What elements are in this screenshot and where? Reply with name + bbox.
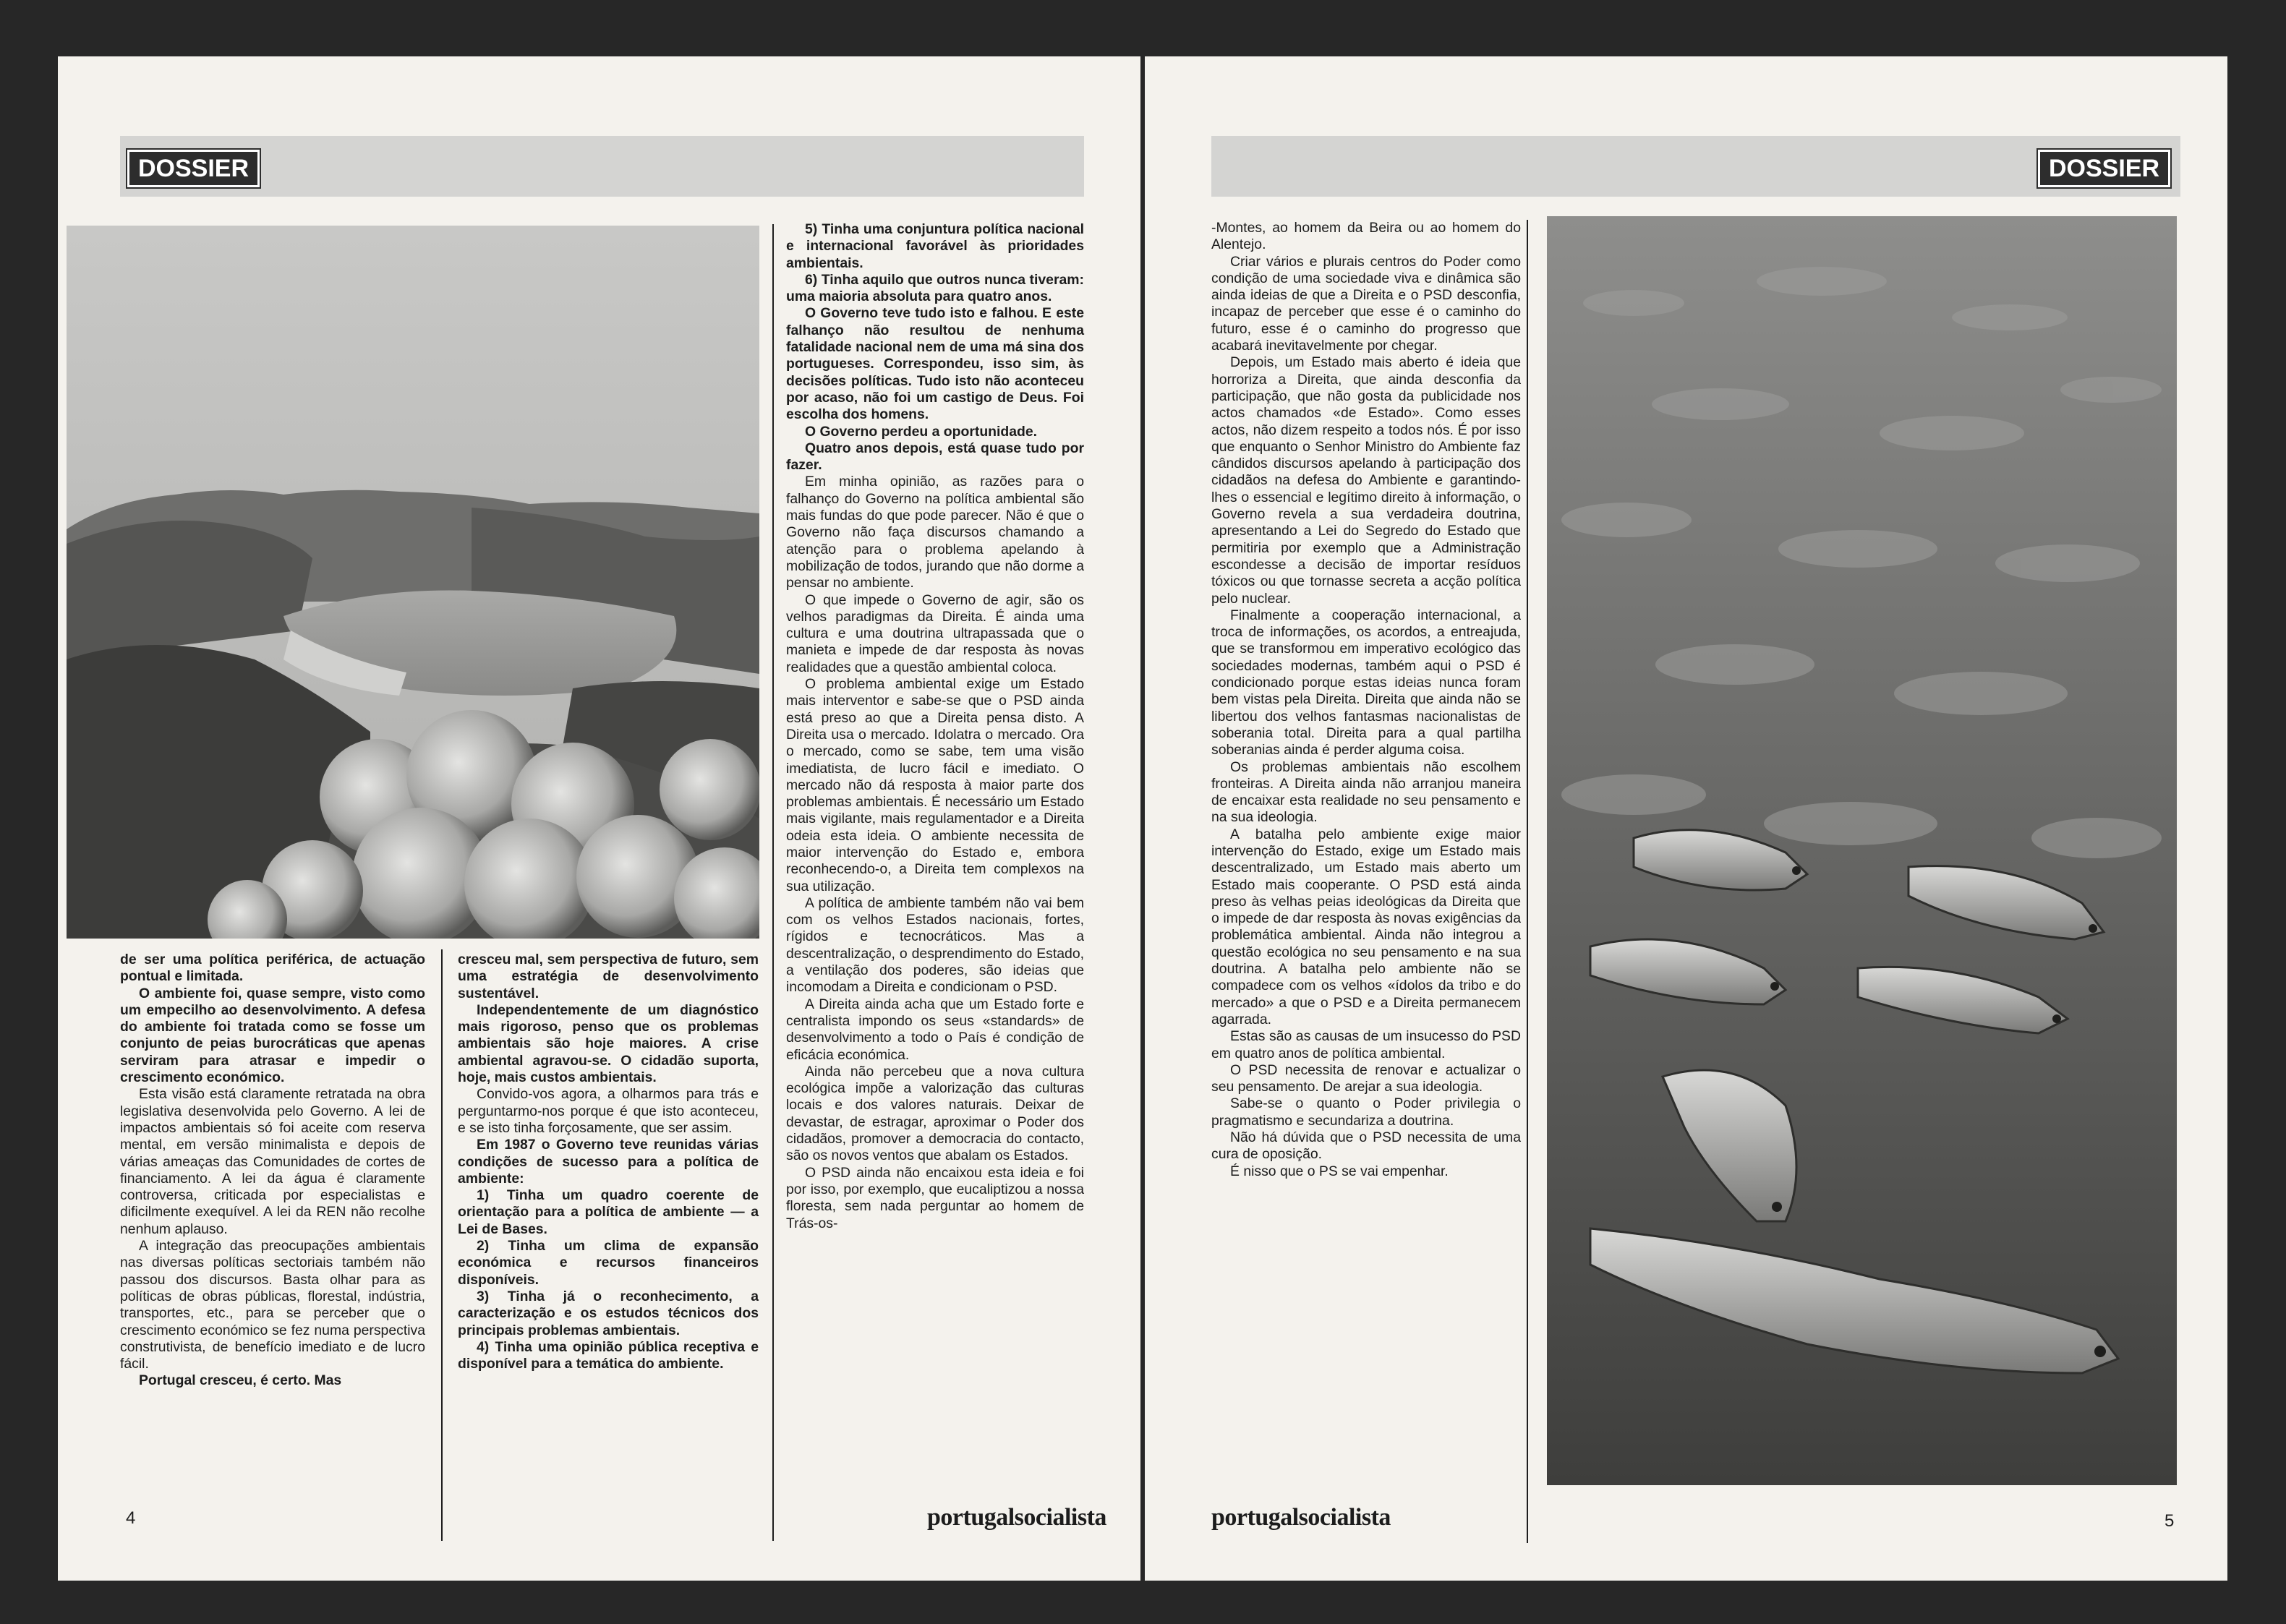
left-page bbox=[58, 56, 1140, 1581]
paragraph: Os problemas ambientais não escolhem fronteiras. A Direita ainda não arranjou maneira de encaixar esta realidade no seu pensamento e na sua ideologia. bbox=[1211, 758, 1521, 826]
paragraph: O PSD necessita de renovar e actualizar o seu pensamento. De arejar a sua ideologia. bbox=[1211, 1061, 1521, 1095]
dossier-tag: DOSSIER bbox=[127, 150, 260, 187]
dead-fish-dry-lakebed-photo bbox=[1547, 216, 2177, 1485]
publication-brand: portugalsocialista bbox=[927, 1504, 1106, 1531]
paragraph: A integração das preocupações ambientais nas diversas políticas sectoriais também não passou dos discursos. Basta olhar para as políticas de obras públicas, florestal, indústria, transportes, etc., para se perceber que o crescimento económico se fez numa perspectiva construtivista, de benefício imediato e de lucro fácil. bbox=[120, 1238, 425, 1372]
column-2 bbox=[458, 952, 759, 1372]
paragraph: Criar vários e plurais centros do Poder como condição de uma sociedade viva e dinâmica são ainda ideias de que a Direita e o PSD desconfia, incapaz de perceber que esse é o caminho do futuro, esse é o caminho do progresso que acabará inevitavelmente por chegar. bbox=[1211, 253, 1521, 354]
paragraph: A Direita ainda acha que um Estado forte e centralista impondo os seus «standards» de desenvolvimento a todo o País é condição de eficácia económica. bbox=[786, 996, 1084, 1063]
paragraph: Convido-vos agora, a olharmos para trás e perguntarmo-nos porque é que isto aconteceu, e se isto tinha forçosamente, que ser assim. bbox=[458, 1086, 759, 1136]
paragraph: cresceu mal, sem perspectiva de futuro, sem uma estratégia de desenvolvimento sustentável. bbox=[458, 952, 759, 1001]
column-rule bbox=[772, 224, 774, 1541]
paragraph: 1) Tinha um quadro coerente de orientação para a política de ambiente — a Lei de Bases. bbox=[458, 1187, 759, 1237]
header-band bbox=[120, 136, 1084, 197]
lagoon-landscape-photo bbox=[67, 226, 759, 939]
paragraph: O PSD ainda não encaixou esta ideia e foi por isso, por exemplo, que eucaliptizou a nossa floresta, sem nada perguntar ao homem de Trás-os- bbox=[786, 1164, 1084, 1231]
page-number: 4 bbox=[126, 1508, 136, 1528]
paragraph: -Montes, ao homem da Beira ou ao homem do Alentejo. bbox=[1211, 220, 1521, 253]
paragraph: Quatro anos depois, está quase tudo por fazer. bbox=[786, 440, 1084, 474]
paragraph: O Governo perdeu a oportunidade. bbox=[805, 423, 1038, 440]
paragraph: Finalmente a cooperação internacional, a troca de informações, os acordos, a entreajuda, que se transformou em imperativo ecológico das sociedades modernas, também aqui o PSD é condicionado porque estas ideias nunca foram bem vistas pela Direita. Direita que ainda não se libertou dos velhos fantasmas nacionalistas de soberania total. Direita para a qual partilha soberanias ainda é perder alguma coisa. bbox=[1211, 607, 1521, 758]
paragraph: Sabe-se o quanto o Poder privilegia o pragmatismo e secundariza a doutrina. bbox=[1211, 1095, 1521, 1129]
paragraph: 4) Tinha uma opinião pública receptiva e disponível para a temática do ambiente. bbox=[458, 1338, 759, 1372]
paragraph: 5) Tinha uma conjuntura política nacional e internacional favorável às prioridades ambientais. bbox=[786, 221, 1084, 271]
right-page bbox=[1145, 56, 2227, 1581]
paragraph: Depois, um Estado mais aberto é ideia que horroriza a Direita, que ainda desconfia da participação, que não gosta da publicidade nos actos chamados «de Estado». Como esses actos, não dizem respeito a todos nós. É por isso que enquanto o Senhor Ministro do Ambiente faz cândidos discursos apelando à participação dos cidadãos na defesa do Ambiente e garantindo-lhes o essencial e legítimo direito à informação, o Governo revela a sua verdadeira doutrina, apresentando a Lei do Segredo do Estado que permitiria por exemplo que a Administração escondesse a decisão de importar resíduos tóxicos ou que tornasse secreta a acção política pelo nuclear. bbox=[1211, 354, 1521, 607]
paragraph: 2) Tinha um clima de expansão económica e recursos financeiros disponíveis. bbox=[458, 1238, 759, 1288]
paragraph: Esta visão está claramente retratada na obra legislativa desenvolvida pelo Governo. A lei de impactos ambientais só foi aceite com reserva mental, em versão minimalista e depois de várias ameaças das Comunidades de cortes de financiamento. A lei da água é claramente controversa, criticada por especialistas e dificilmente exequível. A lei da REN não recolhe nenhum aplauso. bbox=[120, 1086, 425, 1237]
paragraph: Portugal cresceu, é certo. Mas bbox=[139, 1372, 342, 1389]
column-1 bbox=[120, 952, 425, 1390]
paragraph: Não há dúvida que o PSD necessita de uma cura de oposição. bbox=[1211, 1129, 1521, 1163]
paragraph: de ser uma política periférica, de actuação pontual e limitada. bbox=[120, 952, 425, 985]
column-rule bbox=[441, 949, 443, 1541]
paragraph: 6) Tinha aquilo que outros nunca tiveram: uma maioria absoluta para quatro anos. bbox=[786, 271, 1084, 305]
paragraph: A batalha pelo ambiente exige maior intervenção do Estado, exige um Estado mais descentralizado, um Estado mais aberto um Estado mais cooperante. O PSD está ainda preso às velhas peias ideológicas da Direita que o impede de dar resposta às novas exigências da problemática ambiental. Ainda não integrou a questão ecológica no seu pensamento e na sua doutrina. A batalha pelo ambiente não se compadece com os velhos «ídolos da tribo e do mercado» a que o PSD e a Direita permanecem agarrada. bbox=[1211, 826, 1521, 1027]
paragraph: 3) Tinha já o reconhecimento, a caracterização e os estudos técnicos dos principais problemas ambientais. bbox=[458, 1288, 759, 1338]
paragraph: Ainda não percebeu que a nova cultura ecológica impõe a valorização das culturas locais e dos valores naturais. Deixar de devastar, de estragar, aproximar o Poder dos cidadãos, promover a democracia do contacto, são os novos ventos que abalam os Estados. bbox=[786, 1063, 1084, 1164]
column-4 bbox=[1211, 220, 1521, 1180]
paragraph: A política de ambiente também não vai bem com os velhos Estados nacionais, fortes, rígidos e tecnocráticos. Mas a descentralização, o desprendimento do Estado, a ventilação dos poderes, são ideias que incomodam a Direita e condicionam o PSD. bbox=[786, 894, 1084, 996]
paragraph: O ambiente foi, quase sempre, visto como um empecilho ao desenvolvimento. A defesa do ambiente foi tratada como se fosse um conjunto de peias burocráticas que apenas serviram para atrasar e impedir o crescimento económico. bbox=[120, 985, 425, 1086]
paragraph: Estas são as causas de um insucesso do PSD em quatro anos de política ambiental. bbox=[1211, 1028, 1521, 1061]
column-3 bbox=[786, 221, 1084, 1232]
publication-brand: portugalsocialista bbox=[1211, 1504, 1391, 1531]
header-band bbox=[1211, 136, 2180, 197]
dossier-tag: DOSSIER bbox=[2038, 150, 2170, 187]
paragraph: Em 1987 o Governo teve reunidas várias condições de sucesso para a política de ambiente: bbox=[458, 1137, 759, 1187]
paragraph: É nisso que o PS se vai empenhar. bbox=[1230, 1163, 1449, 1179]
paragraph: O problema ambiental exige um Estado mais interventor e sabe-se que o PSD ainda está preso ao que a Direita pensa disto. A Direita usa o mercado. Idolatra o mercado. Ora o mercado, como se sabe, tem uma visão imediatista, de lucro fácil e imediato. O mercado não dá resposta à maior parte dos problemas ambientais. É necessário um Estado mais vigilante, mais regulamentador e a Direita odeia esta ideia. O ambiente necessita de maior intervenção do Estado e, embora reconhecendo-o, a Direita tem complexos na sua utilização. bbox=[786, 676, 1084, 894]
paragraph: O que impede o Governo de agir, são os velhos paradigmas da Direita. É ainda uma cultura e uma doutrina ultrapassada que o manieta e impede de dar resposta às novas realidades que a questão ambiental coloca. bbox=[786, 591, 1084, 675]
paragraph: Em minha opinião, as razões para o falhanço do Governo na política ambiental são mais fundas do que pode parecer. Não é que o Governo não faça discursos chamando a atenção para o problema apelando à mobilização de todos, jurando que não dorme a pensar no ambiente. bbox=[786, 474, 1084, 591]
column-rule bbox=[1527, 220, 1528, 1543]
page-number: 5 bbox=[2165, 1511, 2175, 1531]
paragraph: O Governo teve tudo isto e falhou. E este falhanço não resultou de nenhuma fatalidade nacional nem de uma má sina dos portugueses. Correspondeu, isso sim, às decisões políticas. Tudo isto não aconteceu por acaso, não foi um castigo de Deus. Foi escolha dos homens. bbox=[786, 305, 1084, 423]
paragraph: Independentemente de um diagnóstico mais rigoroso, penso que os problemas ambientais são hoje maiores. A crise ambiental agravou-se. O cidadão suporta, hoje, mais custos ambientais. bbox=[458, 1001, 759, 1086]
